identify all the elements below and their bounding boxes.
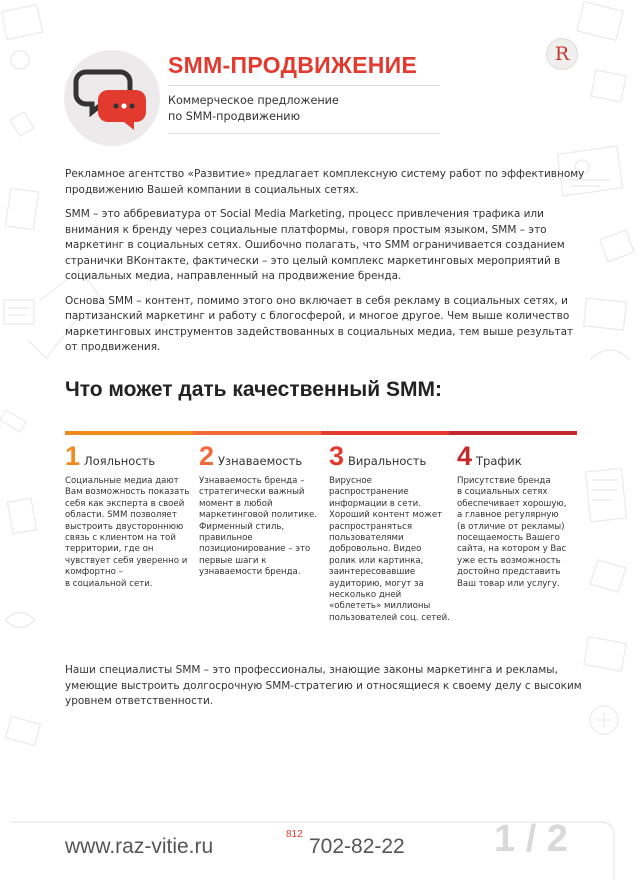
intro-paragraph-2: SMM – это аббревиатура от Social Media Marketing, процесс привлечения трафика или внимания к бренду через социальные платформы, говоря простым языком, SMM – это маркетинг в социальных сетях. Ошибочно полагать, что SMM ограничивается созданием странички ВКонтакте, фактически – это целый комплекс маркетинговых мероприятий в социальных медиа, направленный на продвижение бренда. bbox=[65, 208, 565, 282]
intro-text bbox=[65, 167, 585, 365]
benefit-name: Виральность bbox=[348, 454, 427, 468]
subtitle-divider bbox=[168, 133, 440, 134]
benefit-bar-4 bbox=[449, 431, 577, 435]
chat-bubbles-icon bbox=[64, 50, 160, 146]
benefit-name: Трафик bbox=[476, 454, 522, 468]
benefit-number: 1 bbox=[65, 441, 81, 471]
subtitle-line-1: Коммерческое предложение bbox=[168, 94, 339, 107]
benefit-bar-3 bbox=[321, 431, 449, 435]
closing-paragraph: Наши специалисты SMM – это профессионалы, знающие законы маркетинга и рекламы, умеющие выстроить долгосрочную SMM-стратегию и относящиеся к своему делу с высоким уровнем ответственности. bbox=[65, 664, 582, 707]
page-subtitle bbox=[168, 93, 339, 125]
intro-paragraph-1: Рекламное агентство «Развитие» предлагает комплексную систему работ по эффективному продвижению Вашей компании в социальных сетях. bbox=[65, 168, 585, 196]
benefit-description: Присутствие бренда в социальных сетях обеспечивает хорошую, а главное регулярную (в отличие от рекламы) посещаемость Вашего сайта, на котором у Вас уже есть возможность достойно представить Ваш товар или услугу. bbox=[457, 476, 567, 589]
benefit-loyalty bbox=[65, 441, 193, 590]
phone-area-code: 812 bbox=[286, 829, 303, 840]
benefit-number: 3 bbox=[329, 441, 345, 471]
phone-number[interactable]: 702-82-22 bbox=[309, 835, 405, 858]
benefit-bar-2 bbox=[193, 431, 321, 435]
section-heading: Что может дать качественный SMM: bbox=[65, 378, 442, 401]
subtitle-line-2: по SMM-продвижению bbox=[168, 110, 300, 123]
benefit-bar-1 bbox=[65, 431, 193, 435]
benefit-name: Узнаваемость bbox=[218, 454, 303, 468]
benefit-description: Социальные медиа дают Вам возможность показать себя как эксперта в своей области. SMM позволяет выстроить двустороннюю связь с клиентом на той территории, где он чувствует себя уверенно и комфортно – в социальной сети. bbox=[65, 476, 190, 589]
page-title: SMM-ПРОДВИЖЕНИЕ bbox=[168, 52, 418, 78]
benefit-traffic bbox=[457, 441, 585, 590]
website-link[interactable]: www.raz-vitie.ru bbox=[65, 835, 214, 858]
page-number: 1 / 2 bbox=[494, 818, 568, 860]
intro-paragraph-3: Основа SMM – контент, помимо этого оно включает в себя рекламу в социальных сетях, и партизанский маркетинг и работу с блогосферой, и многое другое. Чем выше количество маркетинговых инструментов задействованных в социальных медиа, тем выше результат от продвижения. bbox=[65, 294, 574, 353]
benefit-name: Лояльность bbox=[84, 454, 156, 468]
benefit-recognition bbox=[199, 441, 327, 579]
benefit-number: 4 bbox=[457, 441, 473, 471]
company-logo: R bbox=[546, 38, 578, 70]
benefit-description: Вирусное распространение информации в сети. Хороший контент может распространяться пользователями добровольно. Видео ролик или картинка, заинтересовавшие аудиторию, могут за несколько дней «облететь» миллионы пользователей соц. сетей. bbox=[329, 476, 450, 623]
benefit-number: 2 bbox=[199, 441, 215, 471]
benefit-description: Узнаваемость бренда – стратегически важный момент в любой маркетинговой политике. Фирменный стиль, правильное позиционирование – это первые шаги к узнаваемости бренда. bbox=[199, 476, 318, 578]
header-icon-circle bbox=[64, 50, 160, 146]
benefit-virality bbox=[329, 441, 457, 624]
title-divider bbox=[168, 85, 440, 86]
